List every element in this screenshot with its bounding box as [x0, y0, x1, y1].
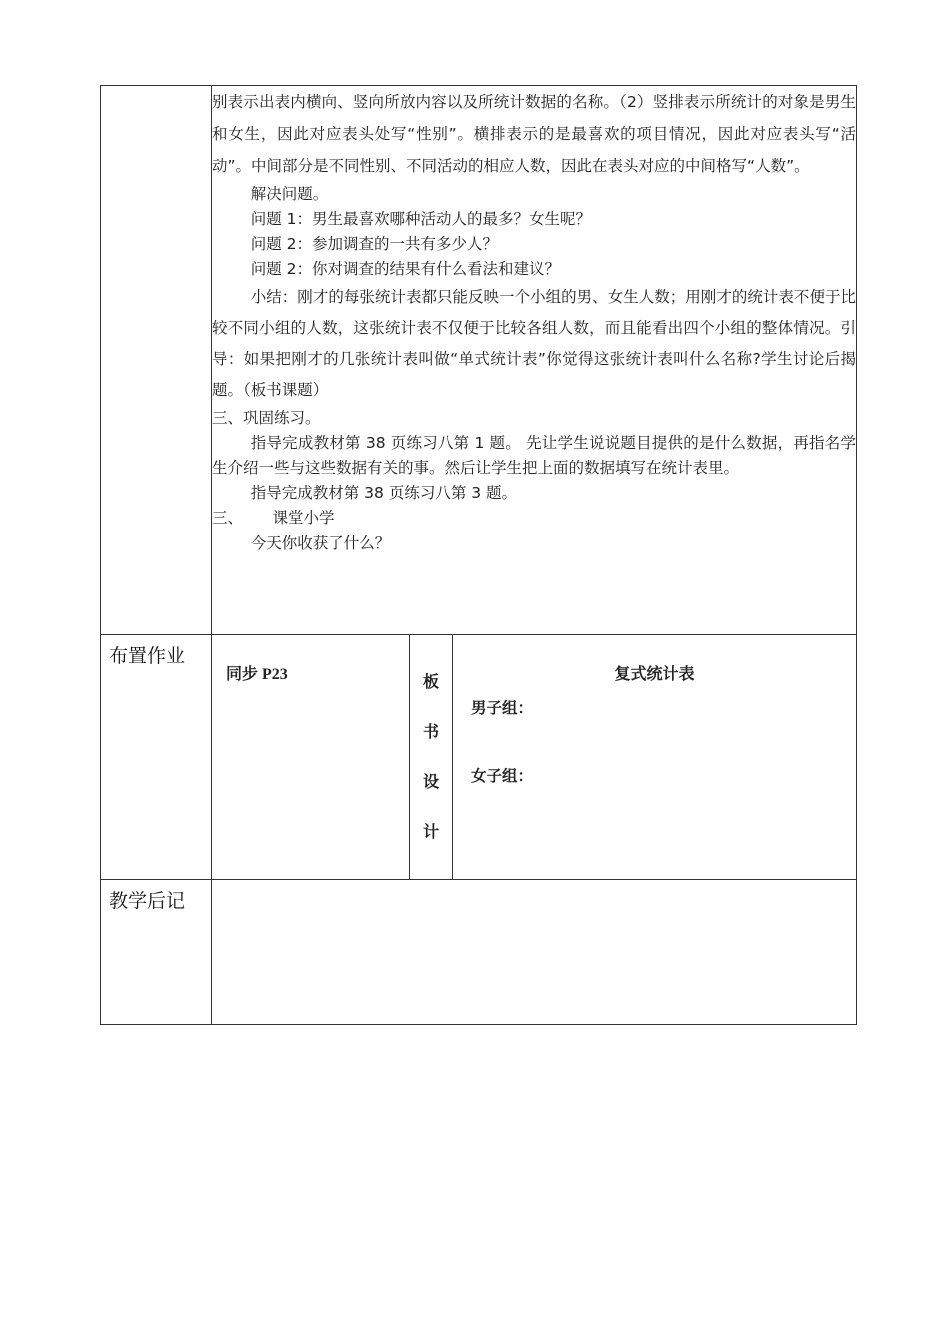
- board-label-char: 设: [422, 772, 439, 791]
- paragraph: 指导完成教材第 38 页练习八第 1 题。 先让学生说说题目提供的是什么数据，再指名学生介绍一些与这些数据有关的事。然后让学生把上面的数据填写在统计表里。: [212, 434, 856, 477]
- paragraph: 三、巩固练习。: [212, 409, 321, 427]
- board-label-char: 书: [422, 722, 439, 741]
- paragraph: 小结：刚才的每张统计表都只能反映一个小组的男、女生人数；用刚才的统计表不便于比较不同小组的人数，这张统计表不仅便于比较各组人数，而且能看出四个小组的整体情况。引导：如果把刚才的几张统计表叫做“单式统计表”你觉得这张统计表叫什么名称?学生讨论后揭题。（板书课题）: [212, 288, 856, 399]
- paragraph: 解决问题。: [250, 185, 329, 203]
- reflection-heading-cell: [101, 880, 212, 1025]
- board-label-cell: [410, 635, 453, 879]
- homework-content: 同步 P23: [226, 666, 288, 683]
- lesson-plan-table: [100, 85, 857, 1025]
- board-design-label: [410, 635, 452, 857]
- process-row: [101, 86, 857, 635]
- reflection-heading: 教学后记: [109, 890, 186, 912]
- paragraph: 别表示出表内横向、竖向所放内容以及所统计数据的名称。（2）竖排表示所统计的对象是男生和女生，因此对应表头处写“性别”。横排表示的是最喜欢的项目情况，因此对应表头写“活动”。中间部分是不同性别、不同活动的相应人数，因此在表头对应的中间格写“人数”。: [212, 93, 856, 175]
- homework-board-table: [212, 635, 856, 879]
- homework-heading-cell: [101, 635, 212, 880]
- paragraph: 指导完成教材第 38 页练习八第 3 题。: [250, 484, 518, 502]
- homework-board-cell: [212, 635, 857, 880]
- board-line-girls: 女子组：: [471, 766, 534, 785]
- paragraph: 今天你收获了什么？: [250, 534, 391, 552]
- board-title: 复式统计表: [614, 664, 695, 683]
- board-content-cell: [453, 635, 857, 879]
- reflection-row: [101, 880, 857, 1025]
- process-content-cell: [212, 86, 857, 635]
- board-line-boys: 男子组：: [471, 698, 534, 717]
- paragraph: 三、 课堂小学: [212, 509, 335, 527]
- process-label-cell: [101, 86, 212, 635]
- board-label-char: 板: [422, 672, 439, 691]
- homework-content-cell: [212, 635, 410, 879]
- board-label-char: 计: [422, 822, 439, 841]
- reflection-content-cell: [212, 880, 857, 1025]
- paragraph: 问题 2：你对调查的结果有什么看法和建议？: [250, 260, 561, 278]
- homework-heading: 布置作业: [109, 645, 186, 667]
- homework-row: [101, 635, 857, 880]
- paragraph: 问题 1：男生最喜欢哪种活动人的最多？女生呢？: [250, 210, 592, 228]
- paragraph: 问题 2：参加调查的一共有多少人？: [250, 235, 499, 253]
